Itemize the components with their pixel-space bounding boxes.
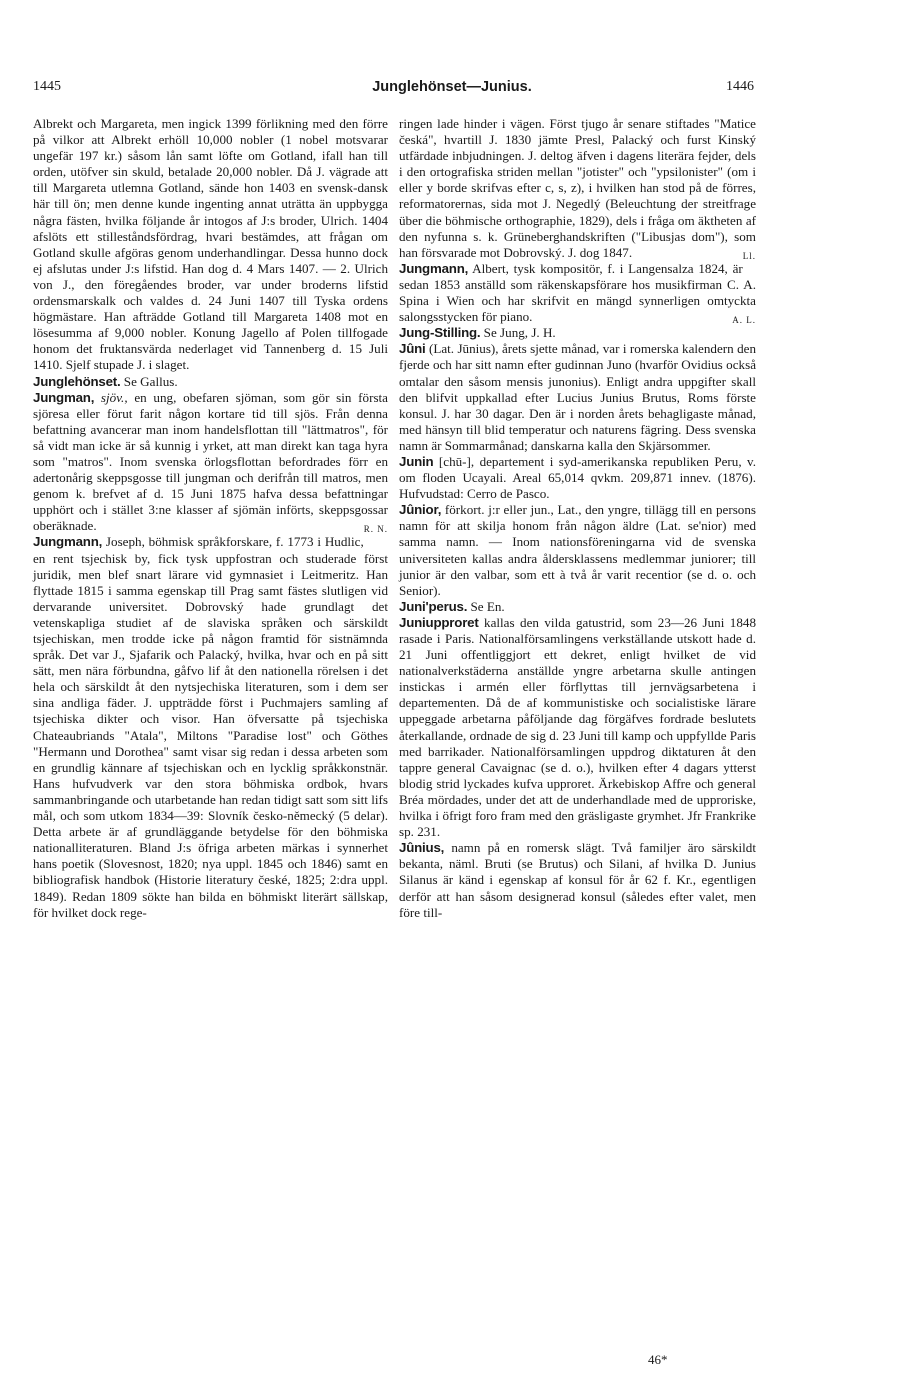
headword: Jûni (399, 341, 426, 357)
headword: Juni'perus. (399, 598, 468, 614)
left-column (33, 116, 388, 921)
entry-junin (399, 454, 756, 502)
entry-jungman (33, 390, 388, 535)
headword: Jung-Stilling. (399, 325, 481, 341)
headword: Juniupproret (399, 614, 479, 630)
entry-text: Se En. (467, 598, 505, 614)
entry-junglehonset (33, 374, 388, 390)
page-number-right: 1446 (726, 79, 754, 94)
entry-text: kallas den vilda gatustrid, som 23—26 Juni 1848 rasade i Paris. Nationalförsamlingens verkställande utskott hade d. 21 Juni offentliggjort ett dekret, enligt hvilket de vid nationalverkstäderna anställde yngre arbetarna skulle antingen instickas i armén eller förflyttas till jernvägsarbetena i departementen. Då de af kommunistiske och socialistiske lärare uppeggade arbetarna påföljande dag förgäfves fordrade beslutets återkallande, ordnade de sig d. 23 Juni till kamp och uppfyllde Paris med barrikader. Nationalförsamlingen uppdrog diktaturen åt den tappre general Cavaignac (se d. o.), hvilken efter 4 dagars ytterst blodig strid lyckades kufva upproret. Ärkebiskop Affre och general Bréa mördades, under det att de underhandlade med de upproriske, hvilka i öfrigt foro fram med den gräsligaste grymhet. Jfr Frankrike sp. 231. (399, 614, 756, 840)
headword: Junin (399, 453, 434, 469)
entry-juniperus (399, 599, 756, 615)
author-signature: Ll. (742, 250, 756, 261)
entry-text: förkort. j:r eller jun., Lat., den yngre, tillägg till en persons namn för att skilja honom från någon äldre (Lat. se'nior) med samma namn. — Inom nationsföreningarna vid de svenska universiteten kallas andra åldersklassens medlemmar juniorer; till junior är den valbar, som ett à två år varit recentior (se d. o. och Senior). (399, 502, 756, 598)
entry-text: Albert, tysk kompositör, f. i Langensalza 1824, är sedan 1853 anställd som räkenskapsförare hos musikfirman C. A. Spina i Wien och har skrifvit en mängd synnerligen omtyckta salongsstycken för piano. (399, 260, 756, 325)
headword: Jûnius, (399, 840, 445, 856)
entry-juni (399, 341, 756, 454)
entry-text: Se Gallus. (120, 373, 178, 389)
entry-text: [chū-], departement i syd-amerikanska republiken Peru, v. om floden Ucayali. Areal 65,014 qvkm. 209,871 innev. (1876). Hufvudstad: Cerro de Pasco. (399, 453, 756, 502)
right-column (399, 116, 756, 921)
entry-text: (Lat. Jūnius), årets sjette månad, var i romerska kalendern den fjerde och har sitt namn efter gudinnan Juno (hvarför Ovidius också omtalar den såsom mensis junonius). Enligt andra uppgifter skall den blifvit uppkallad efter Lucius Junius Brutus, Roms förste konsul. J. har 30 dagar. Den är i norden årets behagligaste månad, med hänsyn till blid temperatur och naturens fägring. Dess svenska namn är Sommarmånad; danskarna kalla den Skjärsommer. (399, 341, 756, 453)
entry-juniupproret (399, 615, 756, 840)
entry-jung-stilling (399, 325, 756, 341)
entry-jungmann-joseph (33, 534, 388, 920)
entry-junior (399, 502, 756, 599)
entry-text: Joseph, böhmisk språkforskare, f. 1773 i Hudlic, en rent tsjechisk by, fick tysk uppfostran och studerade först juridik, men blef snart lärare vid gymnasiet i Leitmeritz. Han flyttade 1815 i samma egenskap till Prag samt fästes slutligen vid dervarande universitet. Dobrovský hade grundlagt det vetenskapliga studiet af de slaviska språken och särskildt tsjechiskan, men trodde icke på någon framtid för sistnämnda språk. Det var J., Sjafarik och Palacký, hvilka, hvar och en på sitt sätt, men nära förbundna, gåfvo lif åt den nationella rörelsen i det hela och särskildt åt den nytsjechiska literaturen, som i dem ser sina andliga fäder. J. uppträdde först i Puchmajers samling af tsjechiska dikter och visor. Han öfversatte på tsjechiska Chateaubriands "Atala", Miltons "Paradise lost" och Göthes "Hermann und Dorothea" samt visar sig redan i dessa arbeten som en grundlig kännare af tsjechiskan och en lycklig språkkonstnär. Hans hufvudverk var den stora böhmiska ordbok, hvars sammanbringande och utarbetande han redan tidigt satt som sitt lifs mål, och som utkom 1834—39: Slovník česko-německý (5 delar). Detta arbete är af grundläggande betydelse för den böhmiska nationalliteraturen. Bland J:s öfriga arbeten märkas i synnerhet hans poetik (Slovesnost, 1820; nya uppl. 1845 och 1846) samt en bibliografisk handbok (Historie literatury české, 1825; 2:dra uppl. 1849). Redan 1809 sökte han bilda en böhmiskt literärt sällskap, för hvilket dock rege- (33, 534, 388, 920)
entry-text: ringen lade hinder i vägen. Först tjugo år senare stiftades "Matice česká", hvartill J. 1830 jämte Presl, Palacký och furst Kinský utfärdade inbjudningen. J. deltog äfven i dagens literära fejder, dels i den ortografiska striden mellan "jotister" och "ypsilonister" (om i eller y borde skrifvas efter c, s, z), i hvilken han stod på de förres, reformatorernas, sida mot J. Negedlý (Beleuchtung der streitfrage über die böhmische orthographie, 1829), dels i fråga om äktheten af den nyfunna s. k. Grüneberghandskriften ("Libusjas dom"), som han försvarade mot Dobrovský. J. dog 1847. (399, 116, 756, 260)
author-signature: R. N. (363, 524, 388, 535)
entry-text: Se Jung, J. H. (480, 325, 556, 341)
entry-jungmann-albert (399, 261, 756, 325)
signature-mark: 46* (648, 1352, 668, 1367)
headword: Junglehönset. (33, 373, 121, 389)
author-signature: A. L. (732, 315, 756, 326)
entry-text: namn på en romersk slägt. Två familjer äro särskildt bekanta, näml. Bruti (se Brutus) och Silani, af hvilka D. Junius Silanus är känd i egenskap af konsul för år 62 f. Kr., egentligen derför att han såsom designerad konsul (således efter valet, men före till- (399, 840, 756, 920)
headword: Jungman, (33, 389, 95, 405)
headword: Jûnior, (399, 502, 442, 518)
headword: Jungmann, (33, 534, 103, 550)
abbreviation: sjöv., (94, 389, 128, 405)
paragraph (399, 116, 756, 261)
page-number-left: 1445 (33, 79, 61, 94)
headword: Jungmann, (399, 260, 469, 276)
paragraph: Albrekt och Margareta, men ingick 1399 förlikning med den förre på vilkor att Albrekt erhöll 10,000 nobler (1 nobel motsvarar ungefär 197 kr.) såsom lån samt löfte om Gotland, ifall han till orden, utöfver sin skuld, betalade 20,000 nobler. Då J. vägrade att till Margareta utlemna Gotland, sände hon 1403 en svensk-dansk här till ön; men denne kunde ingenting annat uträtta än uppbygga några fästen, hvilka följande år intogos af J:s broder, Ulrich. 1404 afslöts ett stilleståndsfördrag, hvari bestämdes, att frågan om Gotland skulle afgöras genom underhandlingar. Dessa hunno dock ej afslutas under J:s lifstid. Han dog d. 4 Mars 1407. — 2. Ulrich von J., den föregåendes broder, var under broderns lifstid ordensmarskalk och valdes d. 24 Juni 1407 till Tyska ordens högmästare. Han afträdde Gotland till Margareta 1408 mot en lösesumma af 9,000 nobler. Konung Jagello af Polen tillfogade honom det fruktansvärda nederlaget vid Tannenberg d. 15 Juli 1410. Sjelf stupade J. i slaget. (33, 116, 388, 373)
entry-text: en ung, obefaren sjöman, som gör sin första sjöresa eller förut farit någon kortare tid till sjös. Från denna befattning avancerar man inom handelsflottan till "lättmatros", för så vidt man icke är så kunnig i yrket, att man direkt kan taga hyra som "matros". Inom svenska örlogsflottan befordrades förr en adertonårig skeppsgosse till jungman och derifrån till matros, men genom k. brefvet af d. 15 Juni 1875 hafva dessa befattningar upphört och i stället 3:ne klasser af sjömän införts, skeppsgossar oberäknade. (33, 389, 388, 534)
running-head: Junglehönset—Junius. (372, 79, 532, 95)
entry-junius (399, 840, 756, 920)
